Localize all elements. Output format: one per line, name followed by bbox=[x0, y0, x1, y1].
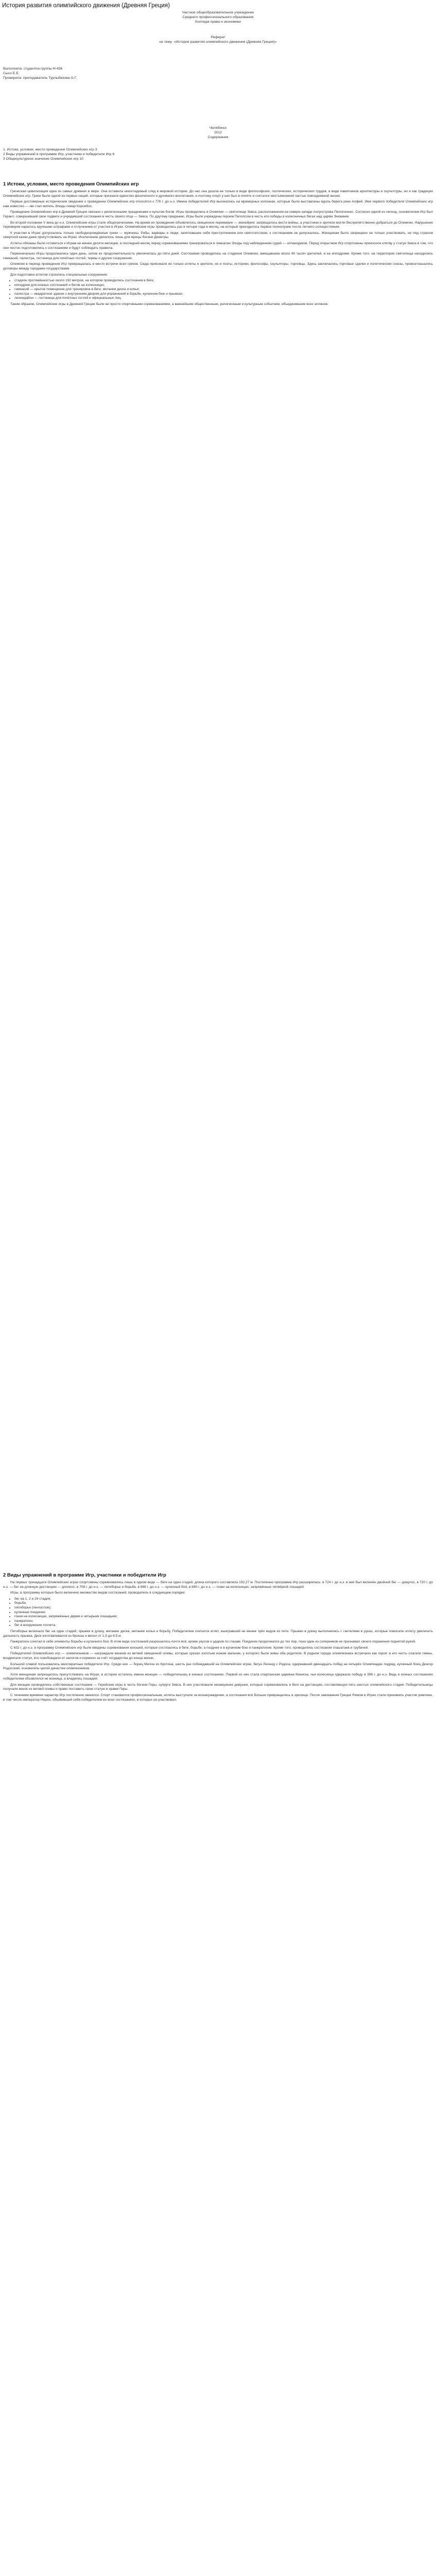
paragraph: Игры, в программу которых было включено множество видов состязаний, проводились в следующем порядке: bbox=[10, 1591, 186, 1595]
section-heading: 2 Виды упражнений в программе Игр, участники и победители Игр bbox=[3, 1572, 166, 1578]
paragraph: Первые достоверные исторические сведения о проведении Олимпийских игр относятся к 776 г. до н.э. Имена победителей Игр высекались на мраморных колоннах, которые были выставлены вдоль берега реки Алфей. Имя первого победителя Олимпийских игр нам известно — им стал житель Элиды повар Короибос. bbox=[3, 200, 433, 208]
paragraph: Во второй половине V века до н.э. Олимпийские игры стали общегреческими. На время их проведения объявлялось священное перемирие — экехейрия: запрещалось вести войны, а участники и зрители могли беспрепятственно добраться до Олимпии. Нарушение перемирия каралось крупными штрафами и отлучением от участия в Играх. Олимпийские игры проводились раз в четыре года в месяц, на который приходилось первое полнолуние после летнего солнцестояния. bbox=[3, 221, 433, 229]
bullet-list bbox=[3, 279, 433, 301]
reviewer-line: Проверила: преподаватель Турлыбекова О.Г. bbox=[3, 76, 77, 80]
list-item: • панкратион; bbox=[14, 1619, 433, 1624]
list-item: • ипподром для конных состязаний и бегов на колесницах; bbox=[14, 283, 433, 288]
paragraph: Пятиборье включало бег на один стадий, прыжки в длину, метание диска, метание копья и борьбу. Победителем считался атлет, выигравший не менее трёх видов из пяти. Прыжки в длину выполнялись с гантелями в руках, которые помогали атлету увеличить дальность прыжка. Диск изготавливался из бронзы и весил от 1,5 до 6,5 кг. bbox=[3, 1629, 433, 1638]
contents-heading: Содержание bbox=[207, 135, 229, 139]
paragraph: Панкратион сочетал в себе элементы борьбы и кулачного боя. В этом виде состязаний разрешалось почти всё, кроме укусов и ударов по глазам. Поединок продолжался до тех пор, пока один из соперников не признавал своего поражения поднятой рукой. bbox=[10, 1640, 416, 1644]
list-item: • стадион протяжённостью около 192 метров, на котором проводились состязания в беге; bbox=[14, 279, 433, 283]
toc-item: 1. Истоки, условия, место проведения Олимпийских игр 3 bbox=[3, 148, 97, 151]
paragraph: С 632 г. до н.э. в программу Олимпийских игр были введены соревнования юношей, которые состязались в беге, борьбе, а позднее и в кулачном бою и панкратионе. Кроме того, проводились состязания глашатаев и трубачей. bbox=[10, 1646, 369, 1650]
list-item: • пятиборье (пентатлон); bbox=[14, 1606, 433, 1611]
paragraph: Проведение Олимпийских игр в Древней Греции связано с религиозными праздниками и культом богов. Игры проводились в Олимпии — святилище Зевса, расположенном на северо-западе полуострова Пелопоннес. Согласно одной из легенд, основателем Игр был Геракл, совершивший свои подвиги и учредивший состязания в честь своего отца — Зевса. По другому преданию, Игры были учреждены героем Пелопсом в честь его победы в колесничных бегах над царём Эномаем. bbox=[3, 210, 433, 218]
paragraph: Хотя женщинам запрещалось присутствовать на Играх, в истории остались имена женщин — победительниц в конных состязаниях. Первой из них стала спартанская царевна Киниска, чья колесница одержала победу в 396 г. до н.э. Ведь в конных состязаниях победителем объявлялся не возница, а владелец лошадей. bbox=[3, 1672, 433, 1681]
bullet-list bbox=[3, 1597, 433, 1628]
author-line: Сысо Е.Е. bbox=[3, 72, 20, 75]
referat-topic: на тему: «История развития олимпийского движения (Древняя Греция)» bbox=[159, 40, 277, 44]
paragraph: Греческая цивилизация одна из самых древних в мире. Она оставила неизгладимый след в мировой истории. До нас она дошла не только в виде философских, поэтических, исторических трудов, в виде памятников архитектуры и скульптуры, но и как традиция Олимпийских игр. Греки были одной из первых наций, которые признали единство физического и духовного воспитания, и поэтому спорт у них был в почёте и считался неотъемлемой частью повседневной жизни. bbox=[3, 190, 433, 198]
list-item: • борьба; bbox=[14, 1601, 433, 1606]
paragraph: Большой славой пользовались многократные победители Игр. Среди них — борец Милон из Кротона, шесть раз побеждавший на Олимпийских играх, бегун Леонид с Родоса, одержавший двенадцать побед на четырёх Олимпиадах подряд, кулачный боец Диагор Родосский, основатель целой династии олимпиоников. bbox=[3, 1662, 433, 1671]
paragraph: На первых тринадцати Олимпийских играх спортсмены соревновались лишь в одном виде — беге на один стадий, длина которого составляла 192,27 м. Постепенно программа Игр расширялась: в 724 г. до н.э. в неё был включён двойной бег — диаулос, в 720 г. до н.э. — бег на длинную дистанцию — долихос, в 708 г. до н.э. — пятиборье и борьба, в 688 г. до н.э. — кулачный бой, в 680 г. до н.э. — гонки на колесницах, запряжённых четвёркой лошадей. bbox=[3, 1581, 433, 1589]
paragraph: Победителей Олимпийских игр — олимпиоников — награждали венком из ветвей священной оливы, которые срезал золотым ножом мальчик, у которого были живы оба родителя. В родном городе олимпионика встречали как героя: в его честь слагали гимны, воздвигали статуи, его освобождали от налогов и кормили за счёт государства до конца жизни. bbox=[3, 1652, 433, 1660]
list-item: • бег на 1, 2 и 24 стадия; bbox=[14, 1597, 433, 1602]
paragraph: С течением времени характер Игр постепенно менялся. Спорт становился профессиональным, атлеты выступали за вознаграждение, а состязания всё больше превращались в зрелище. После завоевания Греции Римом в Играх стали принимать участие римляне, в том числе император Нерон, объявивший себя победителем во всех состязаниях, в которых он участвовал. bbox=[3, 1693, 433, 1702]
paragraph: Для подготовки атлетов строились специальные сооружения: bbox=[10, 273, 108, 277]
paragraph: Олимпия в период проведения Игр превращалась в место встречи всех греков. Сюда приезжали не только атлеты и зрители, но и поэты, историки, философы, скульпторы, торговцы. Здесь заключались торговые сделки и политические союзы, провозглашались договоры между городами-государствами. bbox=[3, 262, 433, 270]
paragraph: Первоначально Игры продолжались один день, затем их продолжительность увеличилась до пяти дней. Состязания проводились на стадионе Олимпии, вмещавшем около 40 тысяч зрителей, и на ипподроме. Кроме того, на территории святилища находились гимнасий, палестра, гостиница для почётных гостей, термы и другие сооружения. bbox=[3, 252, 433, 260]
list-item: • бег в вооружении гоплита. bbox=[14, 1623, 433, 1628]
section-2 bbox=[3, 1568, 433, 1704]
referat-label: Реферат bbox=[211, 36, 225, 39]
paragraph: Таким образом, Олимпийские игры в Древней Греции были не просто спортивными соревнованиями, а важнейшим общественным, религиозным и культурным событием, объединявшим всех эллинов. bbox=[10, 302, 328, 307]
section-1 bbox=[3, 177, 433, 309]
toc-item: 2 Виды упражнений в программе Игр, участники и победители Игр 6 bbox=[3, 152, 115, 156]
section-heading: 1 Истоки, условия, место проведения Олимпийских игр bbox=[3, 181, 139, 187]
list-item: • гимнасий — крытое помещение для тренировок в беге, метании диска и копья; bbox=[14, 287, 433, 292]
paragraph: Атлеты обязаны были готовиться к Играм не менее десяти месяцев, а последний месяц перед соревнованиями тренироваться в гимнасии Элиды под наблюдением судей — элланодиков. Перед открытием Игр спортсмены приносили клятву у статуи Зевса в том, что они честно подготовились к состязаниям и будут соблюдать правила. bbox=[3, 241, 433, 250]
institution-line: Частное общеобразовательное учреждение bbox=[182, 11, 254, 14]
institution-line: Колледж права и экономики bbox=[195, 20, 241, 24]
toc-item: 3 Общекультурное значение Олимпийских игр 10 bbox=[3, 157, 83, 161]
paragraph: Для женщин проводились собственные состязания — Герейские игры в честь богини Геры, супруги Зевса. В них участвовали незамужние девушки, которые соревновались в беге на дистанцию, составлявшую пять шестых олимпийского стадия. Победительницы получали венок из ветвей оливы и право поставить свою статую в храме Геры. bbox=[3, 1683, 433, 1691]
author-line: Выполнила: студентка группы Н-436 bbox=[3, 67, 63, 71]
institution-line: Среднего профессионального образования bbox=[182, 15, 254, 19]
list-item: • леонидайон — гостиница для почётных гостей и официальных лиц. bbox=[14, 296, 433, 301]
paragraph: К участию в Играх допускались только свободнорождённые греки — мужчины. Рабы, варвары и люди, запятнавшие себя преступлением или святотатством, к состязаниям не допускались. Женщинам было запрещено не только участвовать, но под страхом смертной казни даже присутствовать на Играх. Исключение делалось лишь для жрицы богини Деметры. bbox=[3, 231, 433, 240]
list-item: • гонки на колесницах, запряжённых двумя и четырьмя лошадьми; bbox=[14, 1615, 433, 1619]
year-line: 2012 bbox=[214, 131, 222, 134]
document-title: История развития олимпийского движения (Древняя Греция) bbox=[2, 3, 170, 9]
list-item: • кулачные поединки; bbox=[14, 1611, 433, 1615]
list-item: • палестра — квадратное здание с внутренним двором для упражнений в борьбе, кулачном бою и прыжках; bbox=[14, 292, 433, 297]
city-line: Челябинск bbox=[209, 126, 227, 130]
